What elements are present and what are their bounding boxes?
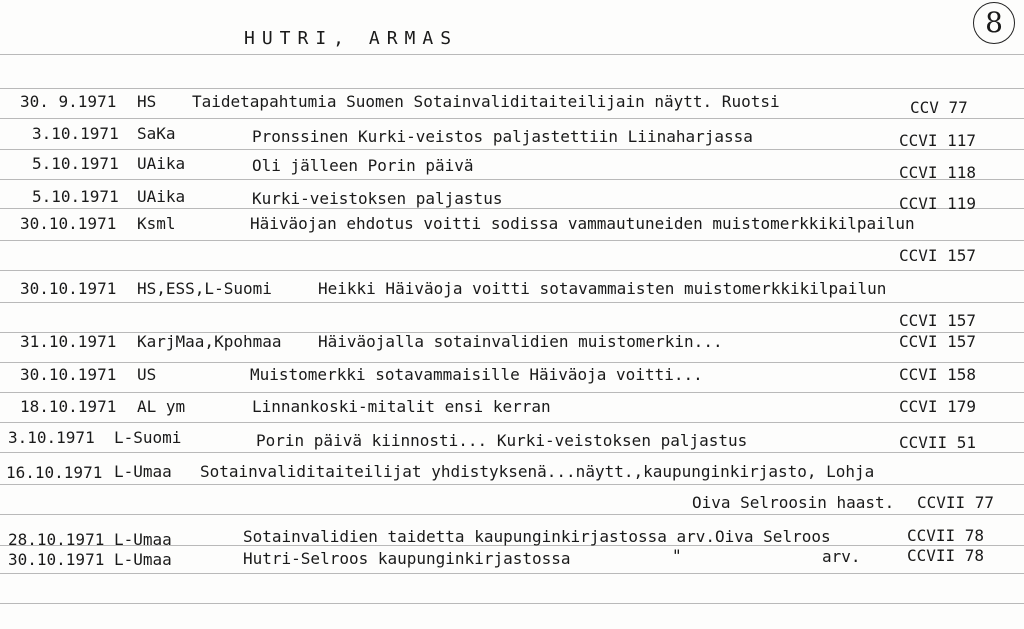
entry-ref: CCVII 51 [899,433,977,452]
entry-ref: CCVII 77 [917,493,995,512]
entry-text: Oli jälleen Porin päivä [252,156,474,175]
entry-ref: CCVI 119 [899,194,977,213]
entry-text: Sotainvalidien taidetta kaupunginkirjastossa arv.Oiva Selroos [243,527,831,546]
entry-date: 5.10.1971 [32,154,119,173]
entry-source: L-Umaa [114,462,172,481]
entry-source: AL ym [137,397,186,416]
rule-line [0,149,1024,150]
entry-source: L-Suomi [114,428,182,447]
entry-text: Heikki Häiväoja voitti sotavammaisten muistomerkkikilpailun [318,279,887,298]
entry-date: 18.10.1971 [20,397,117,416]
entry-source: Ksml [137,214,176,233]
entry-date: 3.10.1971 [8,428,95,447]
rule-line [0,208,1024,209]
rule-line [0,302,1024,303]
entry-text: Häiväojalla sotainvalidien muistomerkin... [318,332,723,351]
rule-line [0,179,1024,180]
entry-ref: CCVII 78 [907,546,985,565]
entry-text: Pronssinen Kurki-veistos paljastettiin Liinaharjassa [252,127,753,146]
entry-text: Porin päivä kiinnosti... Kurki-veistoksen paljastus [256,431,748,450]
entry-ref: CCVI 117 [899,131,977,150]
entry-text: Hutri-Selroos kaupunginkirjastossa [243,549,571,568]
card-number: 8 [973,2,1015,44]
entry-date: 31.10.1971 [20,332,117,351]
entry-ref: CCVII 78 [907,526,985,545]
entry-source: L-Umaa [114,550,172,569]
entry-ref: CCVI 157 [899,246,977,265]
entry-continuation: Oiva Selroosin haast. [692,493,895,512]
entry-ref: CCVI 179 [899,397,977,416]
entry-ref: CCV 77 [910,98,968,117]
card-title: HUTRI, ARMAS [244,28,459,49]
entry-reviewer: arv. [822,547,861,566]
rule-line [0,240,1024,241]
rule-line [0,573,1024,574]
entry-source: KarjMaa,Kpohmaa [137,332,282,351]
entry-date: 28.10.1971 [8,530,105,549]
entry-text: Muistomerkki sotavammaisille Häiväoja voitti... [250,365,703,384]
rule-line [0,484,1024,485]
entry-ref: CCVI 158 [899,365,977,384]
rule-line [0,514,1024,515]
entry-date: 30.10.1971 [20,279,117,298]
entry-date: 30.10.1971 [8,550,105,569]
entry-source: UAika [137,154,186,173]
entry-date: 3.10.1971 [32,124,119,143]
rule-line [0,452,1024,453]
entry-ref: CCVI 157 [899,311,977,330]
entry-text: Sotainvaliditaiteilijat yhdistyksenä...näytt.,kaupunginkirjasto, Lohja [200,462,875,481]
entry-source: HS [137,92,157,111]
entry-ref: CCVI 118 [899,163,977,182]
entry-source: SaKa [137,124,176,143]
entry-source: US [137,365,157,384]
entry-text: Kurki-veistoksen paljastus [252,189,503,208]
entry-date: 5.10.1971 [32,187,119,206]
entry-text: Taidetapahtumia Suomen Sotainvaliditaiteilijain näytt. Ruotsi [192,92,780,111]
rule-line [0,422,1024,423]
entry-ref: CCVI 157 [899,332,977,351]
entry-source: HS,ESS,L-Suomi [137,279,272,298]
rule-line [0,362,1024,363]
rule-line [0,54,1024,55]
entry-text: Linnankoski-mitalit ensi kerran [252,397,551,416]
entry-source: L-Umaa [114,530,172,549]
entry-date: 30.10.1971 [20,214,117,233]
entry-date: 30.10.1971 [20,365,117,384]
entry-date: 16.10.1971 [6,463,103,482]
rule-line [0,392,1024,393]
rule-line [0,270,1024,271]
rule-line [0,603,1024,604]
rule-line [0,118,1024,119]
rule-line [0,88,1024,89]
entry-source: UAika [137,187,186,206]
ditto-mark: " [672,546,682,565]
entry-text: Häiväojan ehdotus voitti sodissa vammautuneiden muistomerkkikilpailun [250,214,915,233]
entry-date: 30. 9.1971 [20,92,117,111]
